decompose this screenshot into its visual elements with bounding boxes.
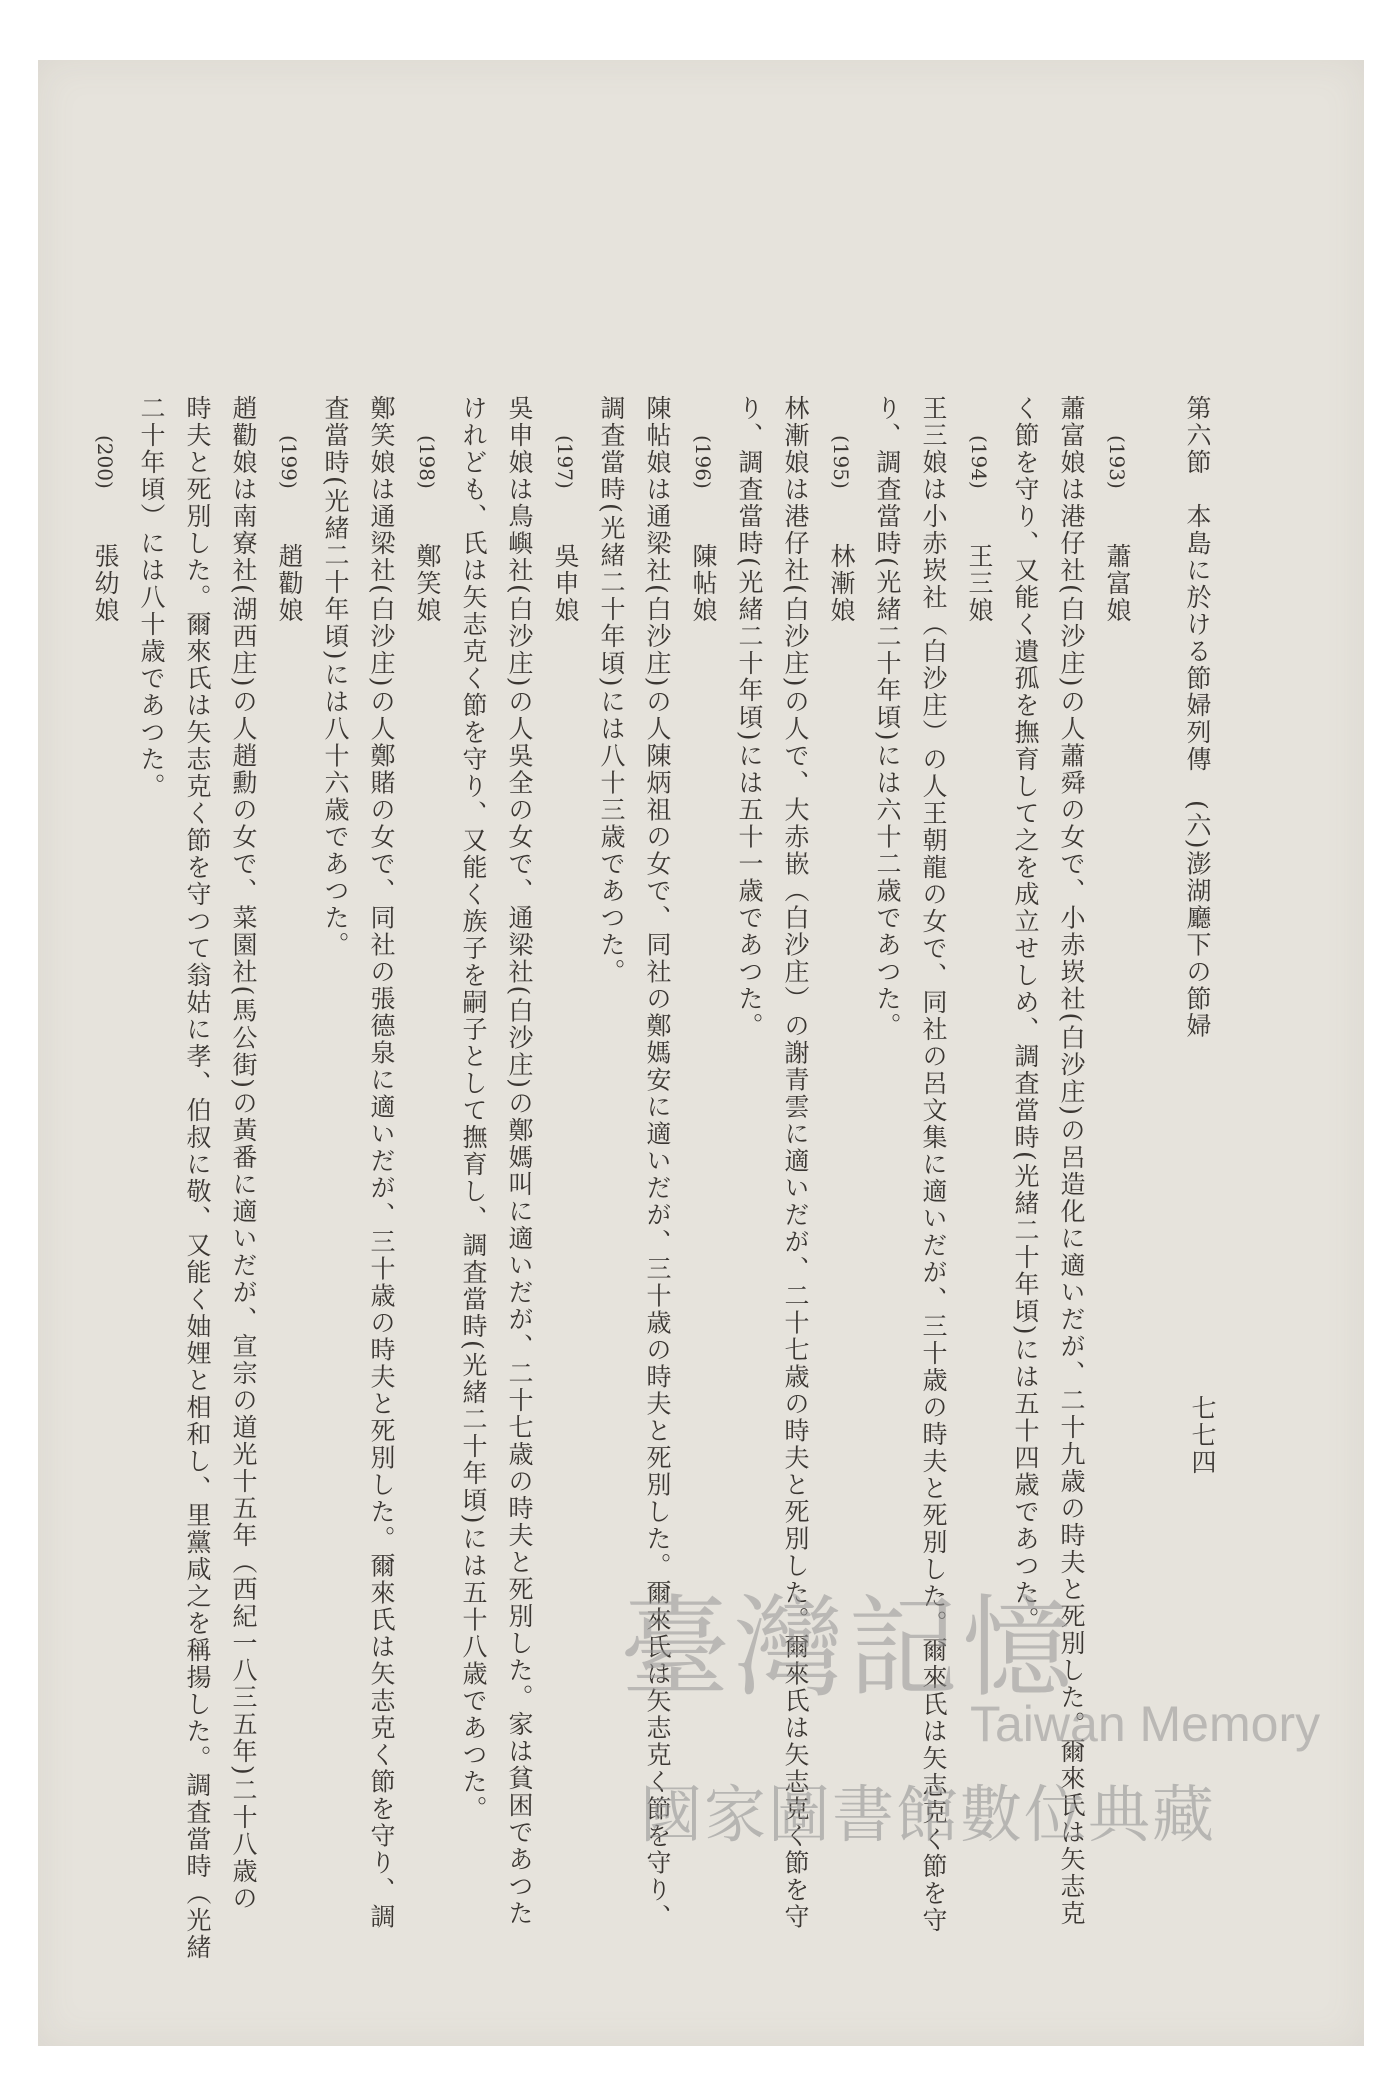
entry-number: (196) xyxy=(691,435,715,489)
entry-text-line: 吳申娘は鳥嶼社(白沙庄)の人吳全の女で、通梁社(白沙庄)の鄭媽叫に適いだが、二十七歳の時夫と死別した。家は貧困であつた xyxy=(505,395,534,1928)
entry-text-line: く節を守り、又能く遺孤を撫育して之を成立せしめ、調査當時(光緒二十年頃)には五十四歳であつた。 xyxy=(1011,395,1040,1634)
entry-heading xyxy=(680,395,726,1795)
entry-number: (194) xyxy=(967,435,991,489)
spacer xyxy=(965,489,994,543)
spacer xyxy=(91,489,120,543)
entry-text-line: り、調査當時(光緒二十年頃)には五十一歳であつた。 xyxy=(735,395,764,1040)
entry-text-line: 時夫と死別した。爾來氏は矢志克く節を守つて翁姑に孝、伯叔に敬、又能く妯娌と相和し、里黨咸之を稱揚した。調査當時（光緒 xyxy=(183,395,212,1961)
entry-name: 王三娘 xyxy=(965,542,994,624)
entry-text-line: 鄭笑娘は通梁社(白沙庄)の人鄭賭の女で、同社の張德泉に適いだが、三十歳の時夫と死別した。爾來氏は矢志克く節を守り、調 xyxy=(367,395,396,1931)
watermark-org: 國家圖書館數位典藏 xyxy=(640,1778,1217,1851)
spacer xyxy=(275,489,304,543)
entry-heading xyxy=(266,395,312,1795)
entry-name: 吳申娘 xyxy=(551,542,580,624)
entry-number: (200) xyxy=(93,435,117,489)
spacer xyxy=(689,489,718,543)
entry-text-line: り、調査當時(光緒二十年頃)には六十二歳であつた。 xyxy=(873,395,902,1040)
entry-name: 趙勸娘 xyxy=(275,542,304,624)
entry-text-line: 趙勸娘は南寮社(湖西庄)の人趙勳の女で、菜園社(馬公街)の黃番に適いだが、宣宗の道光十五年（西紀一八三五年)二十八歳の xyxy=(229,395,258,1912)
entry-text-line: 二十年頃）には八十歳であつた。 xyxy=(137,395,166,800)
entry-text-line: 調査當時(光緒二十年頃)には八十三歳であつた。 xyxy=(597,395,626,986)
watermark-title: 臺灣記憶 xyxy=(620,1584,1076,1712)
entry-heading xyxy=(404,395,450,1795)
watermark-subtitle: Taiwan Memory xyxy=(970,1696,1321,1752)
running-head: 第六節 本島に於ける節婦列傳 (六)澎湖廳下の節婦 xyxy=(1183,395,1212,1040)
entry-number: (193) xyxy=(1105,435,1129,489)
entry-number: (198) xyxy=(415,435,439,489)
entry-name: 蕭富娘 xyxy=(1103,542,1132,624)
entry-name: 張幼娘 xyxy=(91,542,120,624)
page-number: 七七四 xyxy=(1188,1395,1217,1476)
spacer xyxy=(1103,489,1132,543)
spacer xyxy=(413,489,442,543)
entry-text-line: 林漸娘は港仔社(白沙庄)の人で、大赤嵌（白沙庄）の謝青雲に適いだが、二十七歳の時夫と死別した。爾來氏は矢志克く節を守 xyxy=(781,395,810,1931)
entry-text-line: 蕭富娘は港仔社(白沙庄)の人蕭舜の女で、小赤崁社(白沙庄)の呂造化に適いだが、二十九歳の時夫と死別した。爾來氏は矢志克 xyxy=(1057,395,1086,1928)
entry-name: 鄭笑娘 xyxy=(413,542,442,624)
entry-heading xyxy=(82,395,128,1795)
spacer xyxy=(551,489,580,543)
entry-text-line: 王三娘は小赤崁社（白沙庄）の人王朝龍の女で、同社の呂文集に適いだが、三十歳の時夫と死別した。爾來氏は矢志克く節を守 xyxy=(919,395,948,1934)
entry-heading xyxy=(1094,395,1140,1795)
entry-number: (199) xyxy=(277,435,301,489)
entry-number: (197) xyxy=(553,435,577,489)
entry-heading xyxy=(818,395,864,1795)
entry-number: (195) xyxy=(829,435,853,489)
spacer xyxy=(827,489,856,543)
entry-heading xyxy=(956,395,1002,1795)
entry-name: 陳帖娘 xyxy=(689,542,718,624)
entry-text-line: けれども、氏は矢志克く節を守り、又能く族子を嗣子として撫育し、調査當時(光緒二十年頃)には五十八歳であつた。 xyxy=(459,395,488,1823)
entry-name: 林漸娘 xyxy=(827,542,856,624)
entry-text-line: 陳帖娘は通梁社(白沙庄)の人陳炳祖の女で、同社の鄭媽安に適いだが、三十歳の時夫と死別した。爾來氏は矢志克く節を守り、 xyxy=(643,395,672,1931)
entry-heading xyxy=(542,395,588,1795)
entry-text-line: 査當時(光緒二十年頃)には八十六歳であつた。 xyxy=(321,395,350,959)
